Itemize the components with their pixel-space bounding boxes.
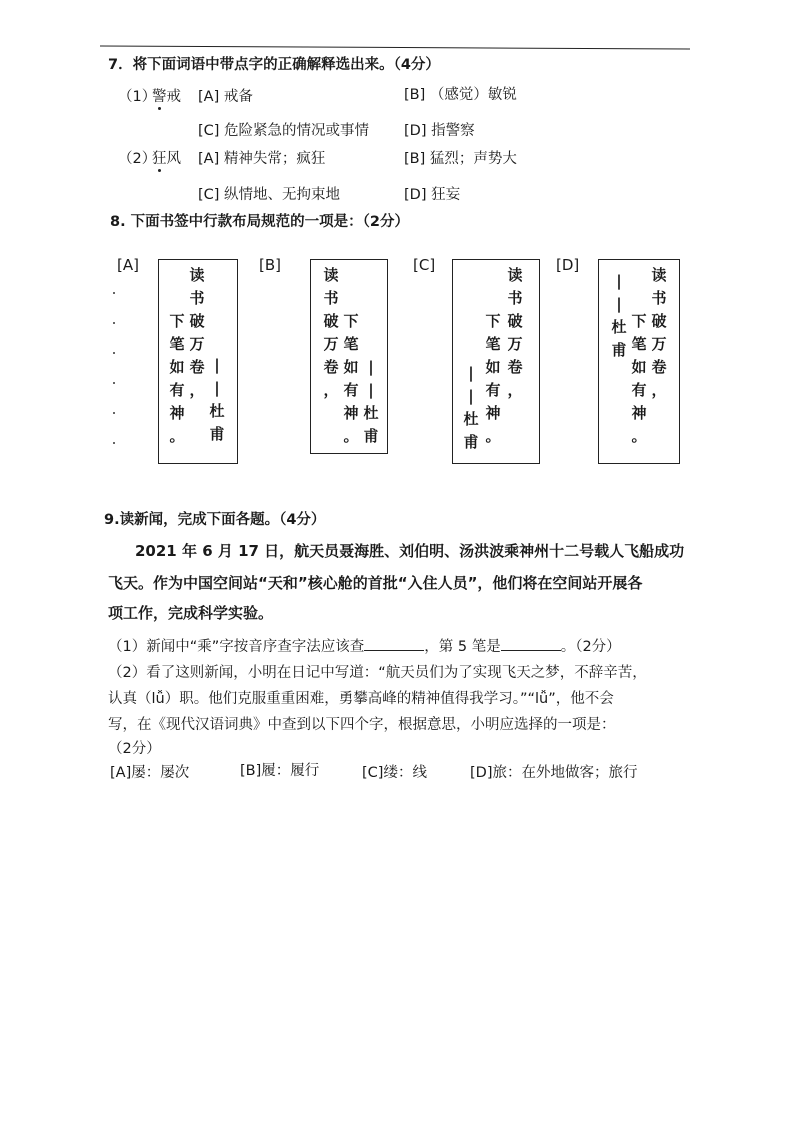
bookmark-a-author: | | 杜 甫 bbox=[209, 356, 225, 443]
bookmark-c-line1: 读 书 破 万 卷 ， bbox=[507, 266, 523, 399]
bookmark-d-line1: 读 书 破 万 卷 ， bbox=[651, 266, 667, 399]
q9-option-b: [B]履：履行 bbox=[240, 763, 320, 779]
q9-option-d: [D]旅：在外地做客；旅行 bbox=[470, 765, 638, 781]
q9-news-line1: 2021 年 6 月 17 日，航天员聂海胜、刘伯明、汤洪波乘神州十二号载人飞船成功 bbox=[135, 542, 685, 560]
q7-item1-option-b: [B] （感觉）敏锐 bbox=[404, 87, 517, 103]
bookmark-b bbox=[310, 259, 388, 454]
bookmark-b-label: [B] bbox=[259, 256, 281, 274]
top-rule bbox=[100, 45, 690, 49]
q7-item2-word: 狂风 bbox=[152, 151, 181, 167]
q9-news-line2: 飞天。作为中国空间站“天和”核心舱的首批“入住人员”，他们将在空间站开展各 bbox=[108, 574, 643, 592]
q7-title: 7．将下面词语中带点字的正确解释选出来。（4分） bbox=[108, 57, 440, 73]
bookmark-d bbox=[598, 259, 680, 464]
q9-sub2-line3: 写，在《现代汉语词典》中查到以下四个字，根据意思，小明应选择的一项是： bbox=[108, 717, 616, 733]
q7-item1-option-d: [D] 指警察 bbox=[404, 123, 475, 139]
q7-item1-word: 警戒 bbox=[152, 89, 181, 105]
bookmark-a-line2: 下 笔 如 有 神 。 bbox=[169, 312, 185, 445]
bookmark-b-line2: 下 笔 如 有 神 。 bbox=[343, 312, 359, 445]
q7-item2-option-a: [A] 精神失常；疯狂 bbox=[198, 151, 326, 167]
q7-item1-dot-char: 警 bbox=[152, 89, 167, 105]
q9-option-c: [C]缕：线 bbox=[362, 765, 427, 781]
bookmark-a bbox=[158, 259, 238, 464]
q7-item2-num: （2） bbox=[118, 151, 157, 167]
q7-item2-option-c: [C] 纵情地、无拘束地 bbox=[198, 187, 341, 203]
q7-item2-option-b: [B] 猛烈；声势大 bbox=[404, 151, 517, 167]
bookmark-d-label: [D] bbox=[556, 256, 580, 274]
bookmark-d-author: | | 杜 甫 bbox=[611, 272, 627, 359]
q9-sub2-line4: （2分） bbox=[108, 741, 161, 757]
bookmark-c-line2: 下 笔 如 有 神 。 bbox=[485, 312, 501, 445]
q9-blank-2[interactable] bbox=[501, 636, 561, 651]
q7-item2-dot-char: 狂 bbox=[152, 151, 167, 167]
q9-sub2-line1: （2）看了这则新闻，小明在日记中写道：“航天员们为了实现飞天之梦，不辞辛苦， bbox=[108, 665, 647, 681]
bookmark-a-label: [A] bbox=[117, 256, 139, 274]
bookmark-c-label: [C] bbox=[413, 256, 436, 274]
bookmark-b-author: | | 杜 甫 bbox=[363, 358, 379, 445]
q7-item1-option-c: [C] 危险紧急的情况或事情 bbox=[198, 123, 370, 139]
bookmark-b-line1: 读 书 破 万 卷 ， bbox=[323, 266, 339, 399]
q9-option-a: [A]屡：屡次 bbox=[110, 765, 190, 781]
q9-news-line3: 项工作，完成科学实验。 bbox=[108, 604, 274, 622]
q9-blank-1[interactable] bbox=[364, 636, 424, 651]
q7-item1-num: （1） bbox=[118, 89, 157, 105]
bookmark-d-line2: 下 笔 如 有 神 。 bbox=[631, 312, 647, 445]
q9-title: 9.读新闻，完成下面各题。（4分） bbox=[104, 512, 326, 528]
q7-item2-option-d: [D] 狂妄 bbox=[404, 187, 461, 203]
bookmark-a-line1: 读 书 破 万 卷 ， bbox=[189, 266, 205, 399]
q9-sub1: （1）新闻中“乘”字按音序查字法应该查 ，第 5 笔是 。（2分） bbox=[108, 636, 621, 656]
bookmark-c-author: | | 杜 甫 bbox=[463, 364, 479, 451]
bookmark-c bbox=[452, 259, 540, 464]
q8-title: 8. 下面书签中行款布局规范的一项是：（2分） bbox=[110, 214, 409, 230]
q7-item1-option-a: [A] 戒备 bbox=[198, 89, 253, 105]
q9-sub2-line2: 认真（lǚ）职。他们克服重重困难，勇攀高峰的精神值得我学习。”“lǚ”，他不会 bbox=[108, 691, 614, 707]
